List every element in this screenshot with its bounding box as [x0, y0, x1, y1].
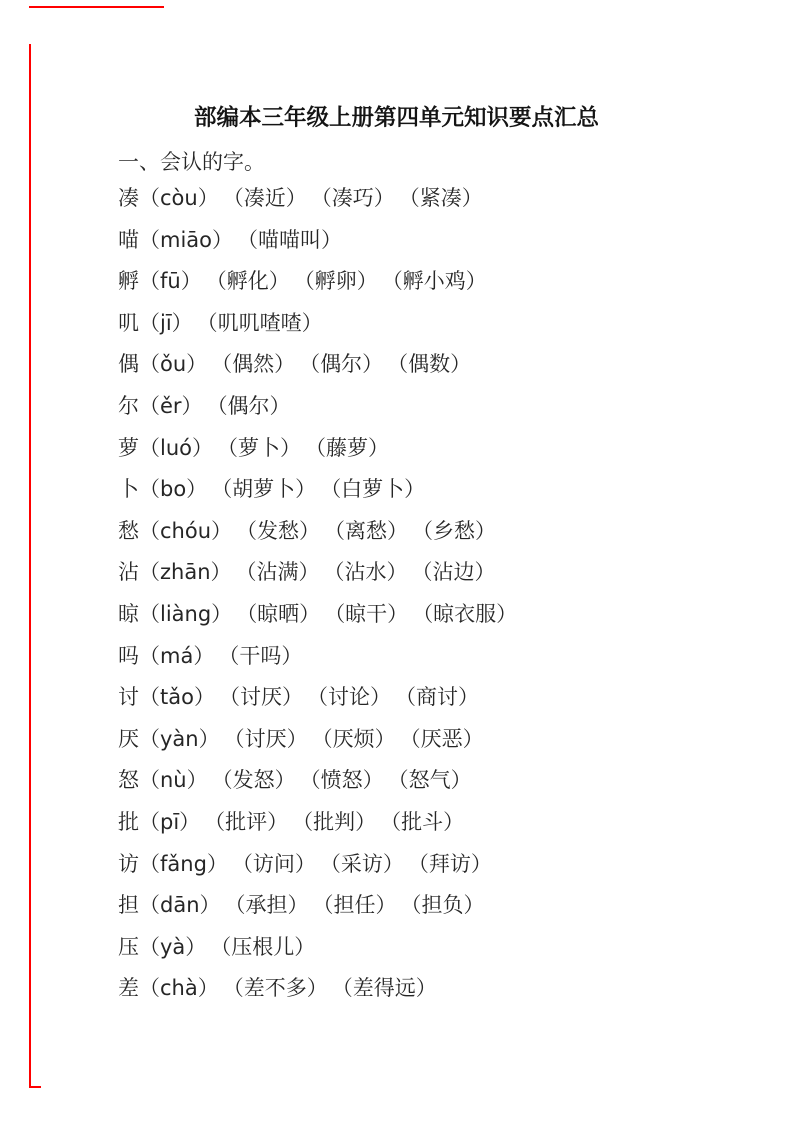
entry-word-groups	[232, 519, 496, 543]
entry-word: （差得远）	[331, 976, 437, 1001]
entry-pinyin-group: （jī）	[139, 310, 193, 335]
entry-pinyin-group: （miāo）	[139, 227, 234, 252]
entry-word: （厌恶）	[399, 726, 484, 751]
entry-word: （孵卵）	[293, 269, 378, 294]
entry-word-groups	[221, 893, 485, 917]
entry-pinyin-group: （ěr）	[139, 393, 203, 418]
entry-word-groups	[219, 976, 437, 1000]
entry-head-char: 怒	[118, 768, 139, 793]
entry-row	[118, 636, 773, 678]
entry-head-char: 访	[118, 851, 139, 876]
entry-word-groups	[207, 477, 425, 501]
entry-row	[118, 719, 773, 761]
entry-word: （商讨）	[394, 685, 479, 710]
entry-row	[118, 261, 773, 303]
entry-row	[118, 428, 773, 470]
entry-word-groups	[219, 186, 483, 210]
entry-word: （压根儿）	[210, 934, 316, 959]
entry-pinyin-group: （chóu）	[139, 518, 233, 543]
entry-word-groups	[232, 560, 496, 584]
entry-head-char: 萝	[118, 435, 139, 460]
entry-word-groups	[213, 436, 389, 460]
entry-word-groups	[202, 269, 487, 293]
entry-head-char: 喵	[118, 227, 139, 252]
entry-row	[118, 344, 773, 386]
entry-head-char: 差	[118, 976, 139, 1001]
entry-word: （采访）	[319, 851, 404, 876]
entry-row	[118, 594, 773, 636]
entry-word: （孵化）	[205, 269, 290, 294]
entry-word: （胡萝卜）	[211, 477, 317, 502]
entry-word-groups	[208, 768, 472, 792]
entry-pinyin-group: （nù）	[139, 768, 208, 793]
entry-pinyin-group: （dān）	[139, 893, 221, 918]
entry-head-char: 凑	[118, 186, 139, 210]
entry-pinyin-group: （fū）	[139, 269, 202, 294]
entry-pinyin-group: （pī）	[139, 809, 201, 834]
entry-word: （干吗）	[218, 643, 303, 668]
entry-word: （讨论）	[306, 685, 391, 710]
entry-word: （承担）	[224, 893, 309, 918]
entry-pinyin-group: （còu）	[139, 186, 219, 210]
entry-word-groups	[220, 727, 484, 751]
entry-head-char: 愁	[118, 518, 139, 543]
entry-head-char: 吗	[118, 643, 139, 668]
entry-head-char: 偶	[118, 352, 139, 377]
entry-word-groups	[233, 228, 342, 252]
entry-word: （讨厌）	[218, 685, 303, 710]
entry-pinyin-group: （tǎo）	[139, 685, 215, 710]
entry-word: （愤怒）	[299, 768, 384, 793]
entry-head-char: 批	[118, 809, 139, 834]
entry-word: （偶数）	[387, 352, 472, 377]
entry-word: （发愁）	[236, 518, 321, 543]
entry-word: （担负）	[400, 893, 485, 918]
entry-pinyin-group: （ǒu）	[139, 352, 208, 377]
entry-row	[118, 844, 773, 886]
entry-row	[118, 303, 773, 345]
entries-list	[118, 178, 773, 1010]
entry-row	[118, 885, 773, 927]
entry-row	[118, 802, 773, 844]
entry-word: （讨厌）	[223, 726, 308, 751]
entry-row	[118, 927, 773, 969]
entry-pinyin-group: （má）	[139, 643, 215, 668]
entry-pinyin-group: （bo）	[139, 477, 208, 502]
entry-head-char: 厌	[118, 726, 139, 751]
entry-head-char: 尔	[118, 393, 139, 418]
entry-head-char: 孵	[118, 269, 139, 294]
entry-word: （沾边）	[411, 560, 496, 585]
entry-word: （厌烦）	[311, 726, 396, 751]
entry-pinyin-group: （zhān）	[139, 560, 232, 585]
entry-head-char: 卜	[118, 477, 139, 502]
entry-head-char: 晾	[118, 601, 139, 626]
entry-word: （叽叽喳喳）	[196, 310, 323, 335]
entry-head-char: 担	[118, 893, 139, 918]
entry-row	[118, 760, 773, 802]
entry-word: （差不多）	[222, 976, 328, 1001]
entry-word-groups	[214, 644, 302, 668]
entry-word-groups	[206, 935, 315, 959]
red-border-bottom-tick	[29, 1086, 41, 1088]
page-title: 部编本三年级上册第四单元知识要点汇总	[193, 105, 599, 131]
entry-pinyin-group: （liàng）	[139, 601, 233, 626]
entry-word: （晾晒）	[236, 601, 321, 626]
entry-head-char: 压	[118, 934, 139, 959]
entry-row	[118, 552, 773, 594]
entry-row	[118, 386, 773, 428]
red-border-top-line	[29, 6, 164, 8]
entry-head-char: 讨	[118, 685, 139, 710]
entry-word: （凑巧）	[310, 186, 395, 210]
entry-word: （沾满）	[235, 560, 320, 585]
entry-word: （喵喵叫）	[237, 227, 343, 252]
entry-pinyin-group: （yàn）	[139, 726, 220, 751]
entry-word: （孵小鸡）	[381, 269, 487, 294]
entry-word: （沾水）	[323, 560, 408, 585]
entry-word: （拜访）	[407, 851, 492, 876]
entry-word: （白萝卜）	[320, 477, 426, 502]
entry-word: （萝卜）	[217, 435, 301, 460]
entry-row	[118, 511, 773, 553]
entry-word: （担任）	[312, 893, 397, 918]
entry-word: （偶尔）	[299, 352, 384, 377]
entry-word: （离愁）	[324, 518, 409, 543]
entry-word: （发怒）	[211, 768, 296, 793]
section-heading: 一、会认的字。	[118, 150, 265, 174]
entry-word: （访问）	[231, 851, 316, 876]
entry-head-char: 沾	[118, 560, 139, 585]
entry-word: （紧凑）	[398, 186, 483, 210]
entry-word: （批斗）	[380, 809, 465, 834]
entry-row	[118, 178, 773, 220]
entry-word: （偶尔）	[206, 393, 291, 418]
red-border-left-line	[29, 44, 31, 1088]
entry-word-groups	[203, 394, 291, 418]
entry-word: （批评）	[204, 809, 289, 834]
entry-pinyin-group: （luó）	[139, 435, 213, 460]
entry-word: （凑近）	[222, 186, 307, 210]
entry-word: （偶然）	[211, 352, 296, 377]
entry-word: （乡愁）	[412, 518, 497, 543]
entry-word: （晾干）	[324, 601, 409, 626]
entry-word-groups	[200, 810, 464, 834]
entry-word-groups	[228, 852, 492, 876]
entry-word-groups	[193, 311, 323, 335]
entry-pinyin-group: （yà）	[139, 934, 207, 959]
entry-head-char: 叽	[118, 310, 139, 335]
entry-row	[118, 469, 773, 511]
entry-word: （藤萝）	[305, 435, 389, 460]
entry-word-groups	[207, 352, 471, 376]
entry-row	[118, 677, 773, 719]
entry-row	[118, 968, 773, 1010]
entry-pinyin-group: （fǎng）	[139, 851, 228, 876]
entry-word: （批判）	[292, 809, 377, 834]
entry-word-groups	[232, 602, 517, 626]
entry-row	[118, 220, 773, 262]
entry-pinyin-group: （chà）	[139, 976, 219, 1001]
entry-word: （晾衣服）	[412, 601, 518, 626]
entry-word-groups	[215, 685, 479, 709]
entry-word: （怒气）	[387, 768, 472, 793]
